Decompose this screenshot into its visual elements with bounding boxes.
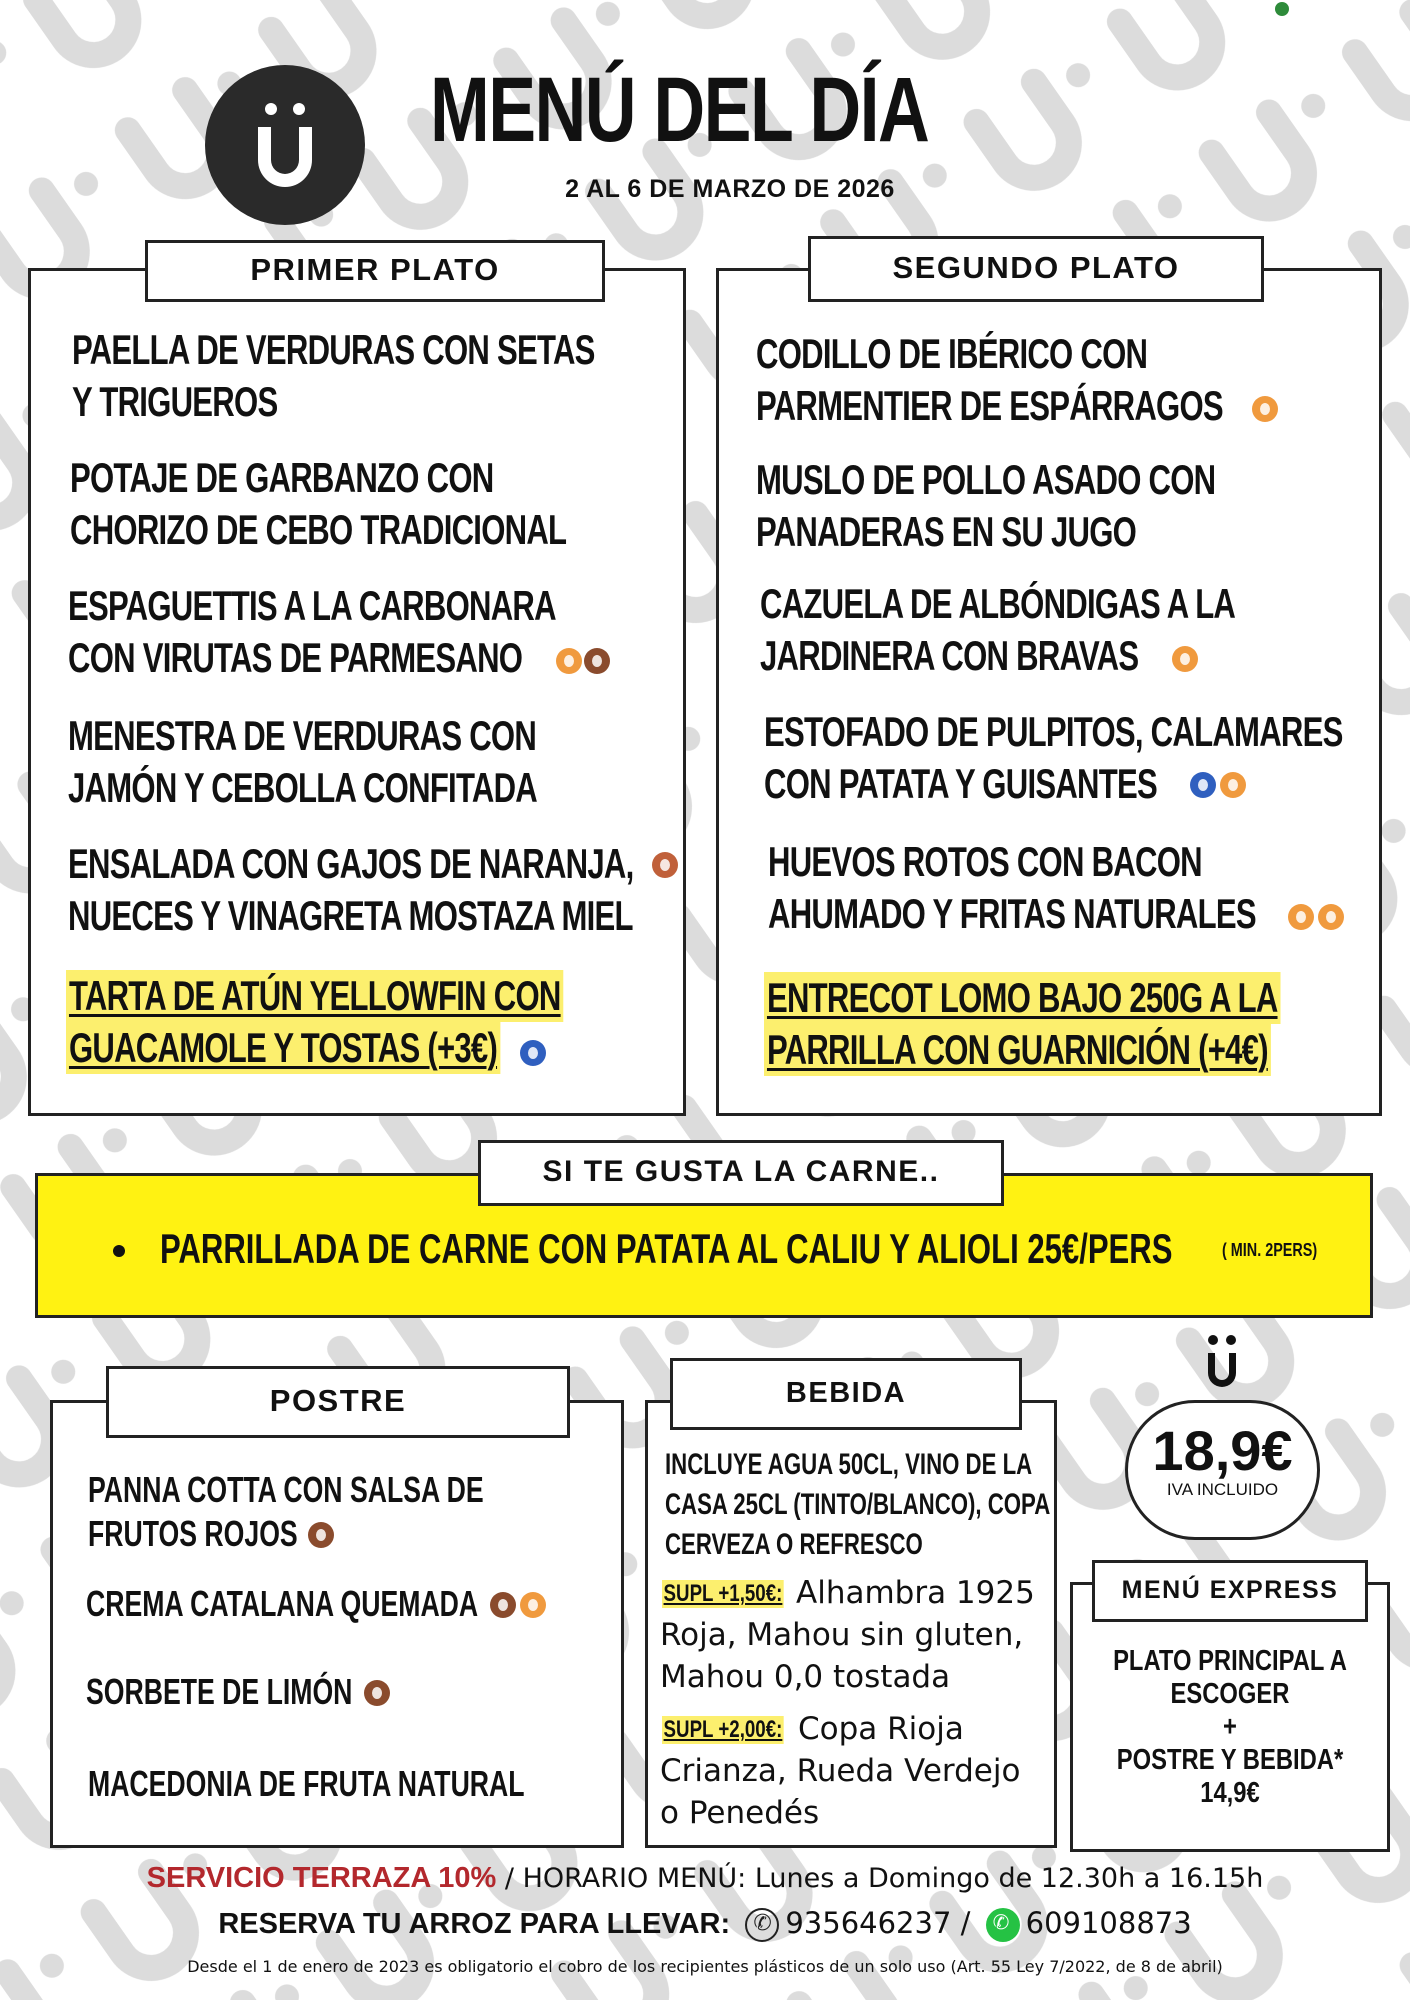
price-logo-icon — [1200, 1335, 1244, 1405]
segundo-dish-6-highlighted: ENTRECOT LOMO BAJO 250G A LA PARRILLA CON GUARNICIÓN (+4€) — [764, 972, 1280, 1076]
phone-number[interactable]: 935646237 — [785, 1906, 952, 1940]
lactose-icon — [490, 1592, 516, 1618]
segundo-dish-4: ESTOFADO DE PULPITOS, CALAMARES CON PATATA Y GUISANTES — [764, 708, 1343, 807]
express-details: PLATO PRINCIPAL A ESCOGER + POSTRE Y BEBIDA* 14,9€ — [1113, 1645, 1347, 1809]
lactose-icon — [364, 1680, 390, 1706]
nuts-icon — [652, 852, 678, 878]
gluten-icon — [1252, 396, 1278, 422]
whatsapp-number[interactable]: 609108873 — [1025, 1906, 1192, 1940]
supl-200-line-1: Copa Rioja — [798, 1711, 964, 1747]
phone-icon — [745, 1908, 779, 1942]
terraza-surcharge: SERVICIO TERRAZA 10% — [146, 1862, 497, 1894]
separator: / — [960, 1906, 971, 1940]
gluten-icon — [1220, 772, 1246, 798]
footer-reservation — [0, 1906, 1410, 1942]
gluten-icon — [556, 648, 582, 674]
reservation-label: RESERVA TU ARROZ PARA LLEVAR: — [218, 1908, 731, 1940]
egg-icon — [1288, 904, 1314, 930]
postre-item-4: MACEDONIA DE FRUTA NATURAL — [88, 1763, 525, 1804]
supl-200-line-3: o Penedés — [660, 1795, 820, 1831]
supl-150-line-1: Alhambra 1925 — [796, 1575, 1035, 1611]
bullet-icon — [113, 1245, 125, 1257]
supl-150-tag: SUPL +1,50€: — [663, 1580, 783, 1607]
bebida-includes: INCLUYE AGUA 50CL, VINO DE LA CASA 25CL (TINTO/BLANCO), COPA CERVEZA O REFRESCO — [665, 1448, 1051, 1561]
primer-dish-5: ENSALADA CON GAJOS DE NARANJA, NUECES Y VINAGRETA MOSTAZA MIEL — [68, 840, 634, 939]
corner-leaf-icon — [1275, 2, 1289, 16]
parrillada-min-note: ( MIN. 2PERS) — [1222, 1240, 1318, 1260]
primer-plato-label: PRIMER PLATO — [145, 240, 605, 302]
primer-dish-4: MENESTRA DE VERDURAS CON JAMÓN Y CEBOLLA CONFITADA — [68, 712, 538, 811]
segundo-dish-5: HUEVOS ROTOS CON BACON AHUMADO Y FRITAS NATURALES — [768, 838, 1256, 937]
whatsapp-icon — [986, 1908, 1020, 1942]
supl-200-tag: SUPL +2,00€: — [663, 1716, 783, 1743]
egg-icon — [520, 1592, 546, 1618]
primer-dish-6-highlighted: TARTA DE ATÚN YELLOWFIN CON GUACAMOLE Y TOSTAS (+3€) — [66, 970, 564, 1074]
fish-icon — [520, 1040, 546, 1066]
menu-dates: 2 AL 6 DE MARZO DE 2026 — [565, 175, 895, 203]
segundo-dish-3: CAZUELA DE ALBÓNDIGAS A LA JARDINERA CON BRAVAS — [760, 580, 1236, 679]
restaurant-logo — [205, 65, 365, 225]
primer-dish-3: ESPAGUETTIS A LA CARBONARA CON VIRUTAS DE PARMESANO — [68, 582, 556, 681]
postre-item-1: PANNA COTTA CON SALSA DE FRUTOS ROJOS — [88, 1469, 484, 1554]
price-tax-note: IVA INCLUIDO — [1166, 1480, 1279, 1499]
page-title: MENÚ DEL DÍA — [430, 59, 929, 161]
primer-dish-1: PAELLA DE VERDURAS CON SETAS Y TRIGUEROS — [72, 326, 595, 425]
legal-notice: Desde el 1 de enero de 2023 es obligatorio el cobro de los recipientes plásticos de un solo uso (Art. 55 Ley 7/2022, de 8 de abril) — [187, 1957, 1223, 1976]
segundo-dish-1: CODILLO DE IBÉRICO CON PARMENTIER DE ESPÁRRAGOS — [756, 330, 1223, 429]
footer-service-info — [0, 1862, 1410, 1895]
postre-item-3: SORBETE DE LIMÓN — [86, 1671, 353, 1712]
postre-label: POSTRE — [106, 1366, 570, 1438]
primer-dish-2: POTAJE DE GARBANZO CON CHORIZO DE CEBO TRADICIONAL — [70, 454, 567, 553]
gluten-icon — [1172, 646, 1198, 672]
segundo-dish-2: MUSLO DE POLLO ASADO CON PANADERAS EN SU JUGO — [756, 456, 1216, 555]
gluten-icon — [1318, 904, 1344, 930]
segundo-plato-label: SEGUNDO PLATO — [808, 236, 1264, 302]
fish-icon — [1190, 772, 1216, 798]
lactose-icon — [584, 648, 610, 674]
supl-150-line-2: Roja, Mahou sin gluten, — [660, 1617, 1024, 1653]
postre-item-2: CREMA CATALANA QUEMADA — [86, 1583, 479, 1624]
lactose-icon — [308, 1522, 334, 1548]
menu-price: 18,9€ — [1152, 1419, 1293, 1482]
express-label: MENÚ EXPRESS — [1092, 1560, 1368, 1622]
menu-schedule: / HORARIO MENÚ: Lunes a Domingo de 12.30h a 16.15h — [496, 1863, 1264, 1894]
meat-section-label: SI TE GUSTA LA CARNE.. — [478, 1140, 1004, 1206]
bebida-label: BEBIDA — [670, 1358, 1022, 1430]
parrillada-item: PARRILLADA DE CARNE CON PATATA AL CALIU Y ALIOLI 25€/PERS — [160, 1225, 1173, 1272]
supl-150-line-3: Mahou 0,0 tostada — [660, 1659, 951, 1695]
supl-200-line-2: Crianza, Rueda Verdejo — [660, 1753, 1021, 1789]
